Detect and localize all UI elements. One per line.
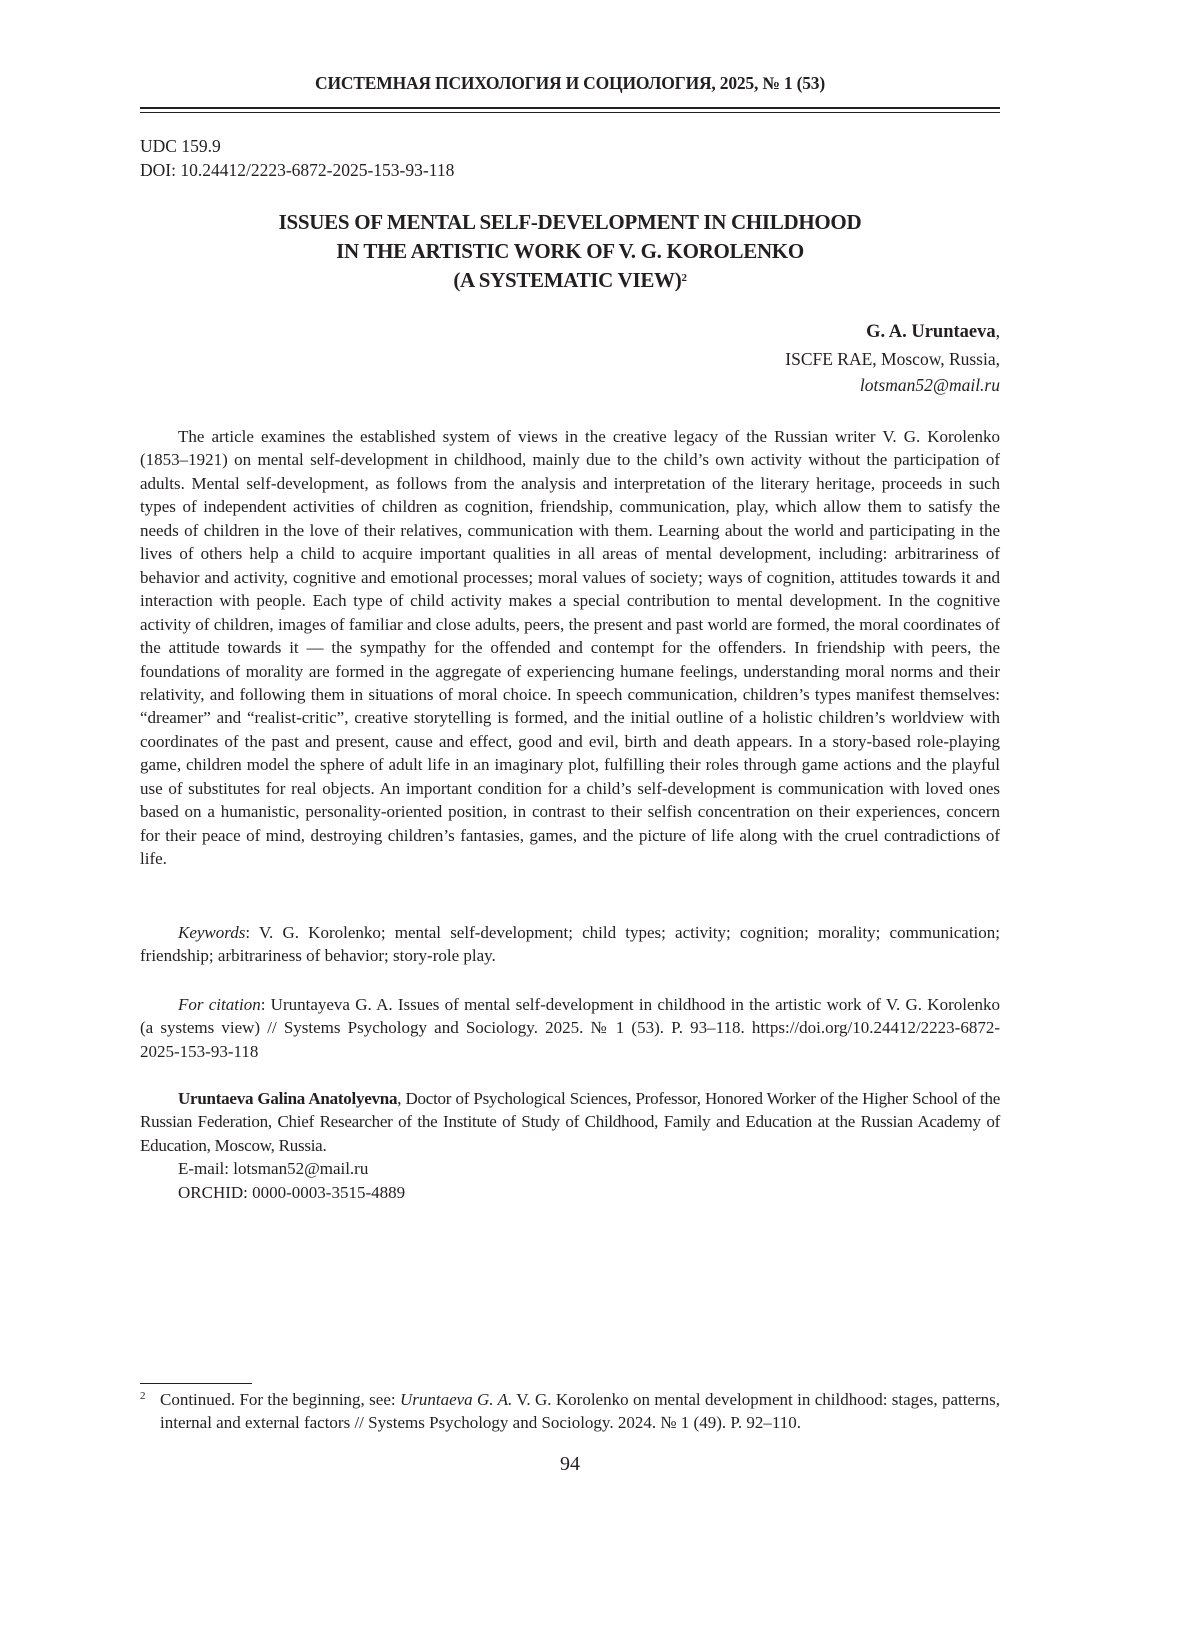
- author-email[interactable]: lotsman52@mail.ru: [860, 375, 1000, 395]
- footnote-rule: [140, 1383, 252, 1384]
- title-line-2: IN THE ARTISTIC WORK OF V. G. KOROLENKO: [140, 237, 1000, 266]
- bio-orcid: ORCHID: 0000-0003-3515-4889: [140, 1181, 1000, 1204]
- keywords: [140, 921, 1000, 968]
- udc: UDC 159.9: [140, 136, 221, 157]
- citation: [140, 993, 1000, 1063]
- doi: DOI: 10.24412/2223-6872-2025-153-93-118: [140, 160, 454, 181]
- bio-name: Uruntaeva Galina Anatolyevna: [178, 1089, 397, 1108]
- citation-label: For citation: [178, 995, 261, 1014]
- header-rule: [140, 107, 1000, 113]
- footnote-number: 2: [140, 1385, 146, 1408]
- author-name-suffix: ,: [996, 321, 1000, 341]
- bio-text: , Doctor of Psychological Sciences, Professor, Honored Worker of the Higher School of the Russian Federation, Chief Researcher of the Institute of Study of Childhood, Family and Education at the Russian Academy of Education, Moscow, Russia.: [140, 1089, 1000, 1155]
- author-bio: [140, 1087, 1000, 1204]
- running-head: СИСТЕМНАЯ ПСИХОЛОГИЯ И СОЦИОЛОГИЯ, 2025, № 1 (53): [140, 73, 1000, 94]
- author-affiliation: ISCFE RAE, Moscow, Russia,: [785, 346, 1000, 373]
- footnote-author: Uruntaeva G. A.: [400, 1390, 512, 1409]
- title-line-3: (A SYSTEMATIC VIEW): [453, 268, 681, 292]
- footnote-mark: 2: [681, 272, 686, 284]
- bio-email[interactable]: E-mail: lotsman52@mail.ru: [140, 1157, 1000, 1180]
- footnote-lead: Continued. For the beginning, see:: [160, 1390, 400, 1409]
- article-title: [140, 208, 1000, 295]
- keywords-label: Keywords: [178, 923, 245, 942]
- author-name: G. A. Uruntaeva: [866, 322, 996, 342]
- title-line-1: ISSUES OF MENTAL SELF-DEVELOPMENT IN CHILDHOOD: [140, 208, 1000, 237]
- author-block: [785, 318, 1000, 399]
- citation-text: : Uruntayeva G. A. Issues of mental self-development in childhood in the artistic work of V. G. Korolenko (a systems view) // Systems Psychology and Sociology. 2025. № 1 (53). P. 93–118. https://doi.org/10.24412/2223-6872-2025-153-93-118: [140, 995, 1000, 1061]
- footnote-rest: V. G. Korolenko on mental development in childhood: stages, patterns, internal and external factors // Systems Psychology and Sociology. 2024. № 1 (49). P. 92–110.: [160, 1390, 1000, 1432]
- footnote: [140, 1388, 1000, 1435]
- page-number: 94: [140, 1453, 1000, 1476]
- keywords-text: : V. G. Korolenko; mental self-development; child types; activity; cognition; morality; communication; friendship; arbitrariness of behavior; story-role play.: [140, 923, 1000, 965]
- abstract: The article examines the established system of views in the creative legacy of the Russian writer V. G. Korolenko (1853–1921) on mental self-development in childhood, mainly due to the child’s own activity without the participation of adults. Mental self-development, as follows from the analysis and interpretation of the literary heritage, proceeds in such types of independent activities of children as cognition, friendship, communication, play, which allow them to satisfy the needs of children in the love of their relatives, communication with them. Learning about the world and participating in the lives of others help a child to acquire important qualities in all areas of mental development, including: arbitrariness of behavior and activity, cognitive and emotional processes; moral values of society; ways of cognition, attitudes towards it and interaction with people. Each type of child activity makes a special contribution to mental development. In the cognitive activity of children, images of familiar and close adults, peers, the present and past world are formed, the moral coordinates of the attitude towards it — the sympathy for the offended and contempt for the offenders. In friendship with peers, the foundations of morality are formed in the aggregate of experiencing humane feelings, understanding moral norms and their relativity, and following them in situations of moral choice. In speech communication, children’s types manifest themselves: “dreamer” and “realist-critic”, creative storytelling is formed, and the initial outline of a holistic children’s worldview with coordinates of the past and present, cause and effect, good and evil, birth and death appears. In a story-based role-playing game, children model the sphere of adult life in an imaginary plot, fulfilling their roles through game actions and the playful use of substitutes for real objects. An important condition for a child’s self-development is communication with loved ones based on a humanistic, personality-oriented position, in contrast to their selfish concentration on their experiences, concern for their peace of mind, destroying children’s fantasies, games, and the picture of life along with the cruel contradictions of life.: [140, 425, 1000, 871]
